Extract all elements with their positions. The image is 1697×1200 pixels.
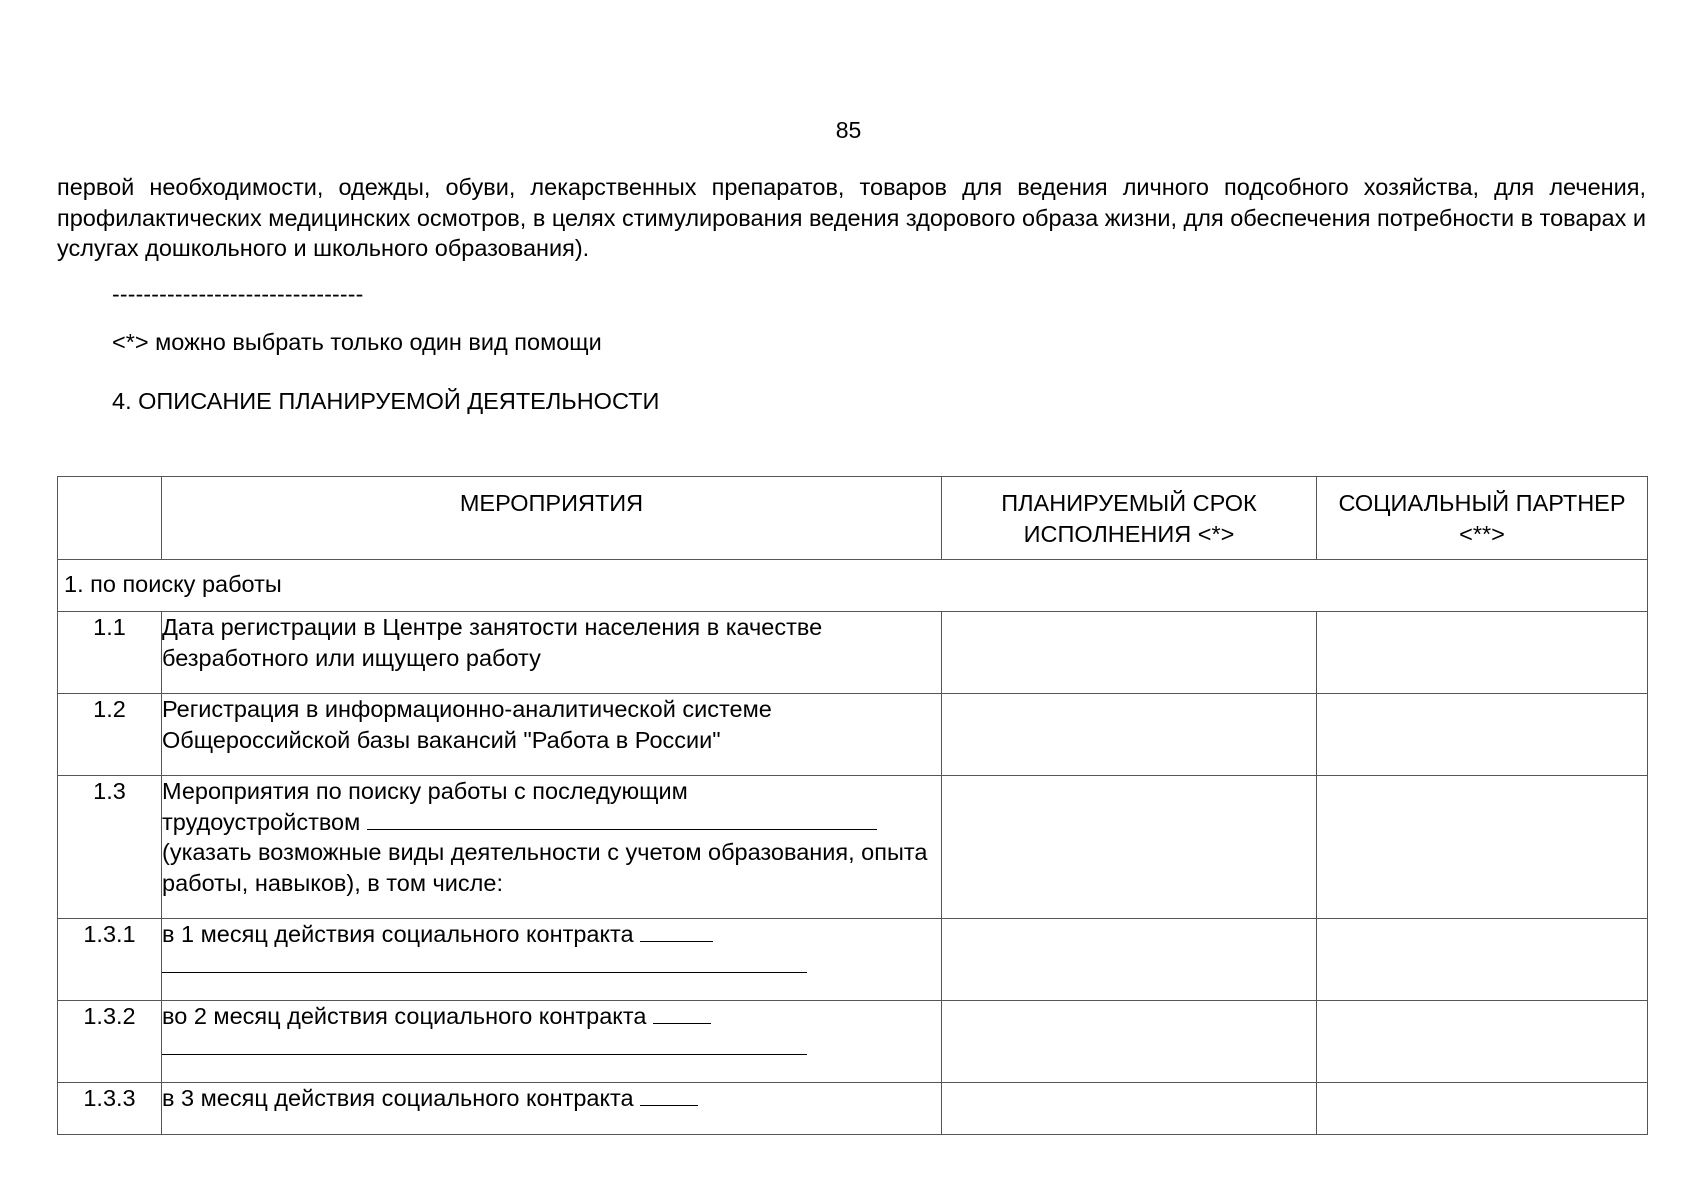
table-header-row [58, 477, 1648, 560]
row-number: 1.3.3 [58, 1083, 162, 1135]
table-row [58, 694, 1648, 776]
row-event-line: трудоустройством [162, 808, 361, 835]
row-partner-cell[interactable] [1317, 776, 1648, 919]
row-term-cell[interactable] [942, 1083, 1317, 1135]
row-event [162, 776, 942, 919]
row-event-text: во 2 месяц действия социального контракта [162, 1003, 647, 1029]
row-event [162, 1083, 942, 1135]
table-row [58, 1083, 1648, 1135]
row-term-cell[interactable] [942, 1001, 1317, 1083]
fill-in-blank[interactable] [162, 1032, 807, 1055]
fill-in-blank[interactable] [367, 807, 877, 830]
row-event-text: в 1 месяц действия социального контракта [162, 921, 634, 947]
group-label: 1. по поиску работы [58, 560, 1648, 612]
row-partner-cell[interactable] [1317, 694, 1648, 776]
row-event: Дата регистрации в Центре занятости населения в качестве безработного или ищущего работу [162, 612, 942, 694]
row-term-cell[interactable] [942, 612, 1317, 694]
table-row [58, 1001, 1648, 1083]
row-partner-cell[interactable] [1317, 1001, 1648, 1083]
row-event [162, 919, 942, 1001]
row-number: 1.1 [58, 612, 162, 694]
row-event: Регистрация в информационно-аналитической системе Общероссийской базы вакансий "Работа в России" [162, 694, 942, 776]
footnote-separator: -------------------------------- [112, 281, 364, 307]
footnote-text: <*> можно выбрать только один вид помощи [112, 329, 602, 355]
table-row [58, 776, 1648, 919]
row-event-line: (указать возможные виды деятельности с учетом образования, опыта работы, навыков), в том числе: [162, 839, 928, 896]
row-event [162, 1001, 942, 1083]
row-number: 1.3.2 [58, 1001, 162, 1083]
row-term-cell[interactable] [942, 776, 1317, 919]
header-event: МЕРОПРИЯТИЯ [162, 477, 942, 560]
intro-paragraph: первой необходимости, одежды, обуви, лекарственных препаратов, товаров для ведения личного подсобного хозяйства, для лечения, профилактических медицинских осмотров, в целях стимулирования ведения здорового образа жизни, для обеспечения потребности в товарах и услугах дошкольного и школьного образования). [57, 174, 1647, 261]
section-title: 4. ОПИСАНИЕ ПЛАНИРУЕМОЙ ДЕЯТЕЛЬНОСТИ [112, 388, 660, 414]
header-term: ПЛАНИРУЕМЫЙ СРОК ИСПОЛНЕНИЯ <*> [942, 477, 1317, 560]
row-partner-cell[interactable] [1317, 612, 1648, 694]
row-partner-cell[interactable] [1317, 919, 1648, 1001]
table-row [58, 919, 1648, 1001]
header-number [58, 477, 162, 560]
row-term-cell[interactable] [942, 919, 1317, 1001]
table-group-row [58, 560, 1648, 612]
fill-in-blank[interactable] [162, 950, 807, 973]
row-event-line: Мероприятия по поиску работы с последующим [162, 778, 688, 804]
activity-plan-table [57, 476, 1648, 1135]
row-partner-cell[interactable] [1317, 1083, 1648, 1135]
fill-in-blank[interactable] [640, 1083, 698, 1106]
fill-in-blank[interactable] [640, 919, 713, 942]
row-term-cell[interactable] [942, 694, 1317, 776]
row-number: 1.2 [58, 694, 162, 776]
row-number: 1.3 [58, 776, 162, 919]
row-number: 1.3.1 [58, 919, 162, 1001]
row-event-text: в 3 месяц действия социального контракта [162, 1085, 634, 1111]
header-partner: СОЦИАЛЬНЫЙ ПАРТНЕР <**> [1317, 477, 1648, 560]
table-row [58, 612, 1648, 694]
page-number: 85 [835, 117, 862, 143]
fill-in-blank[interactable] [653, 1001, 711, 1024]
